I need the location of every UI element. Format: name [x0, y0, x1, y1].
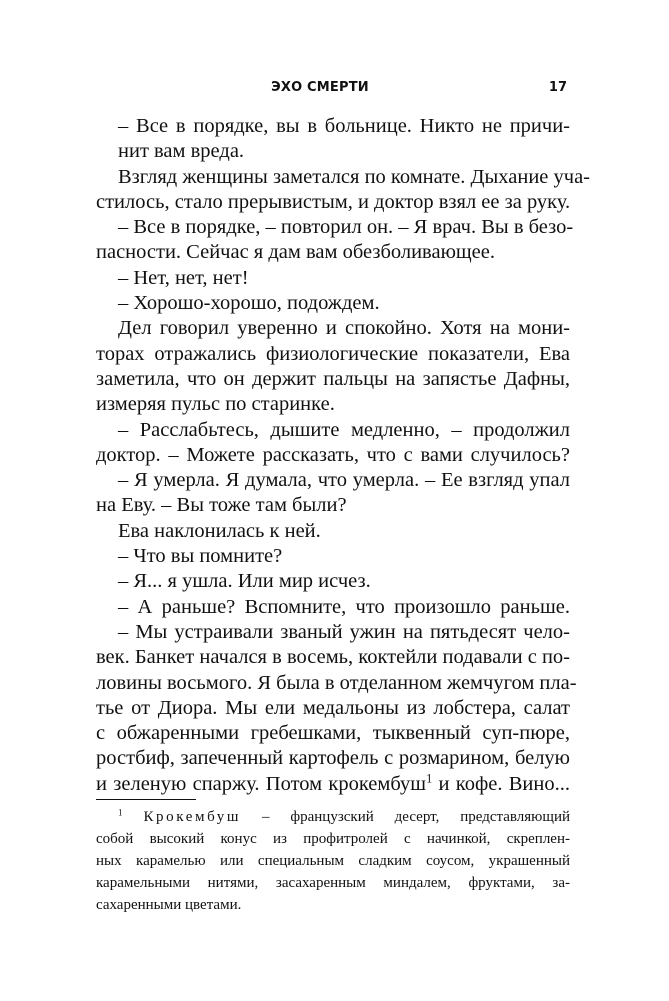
- text-line: – Нет, нет, нет!: [118, 266, 249, 289]
- text-line: с обжаренными гребешками, тыквенный суп-пюре,: [96, 722, 570, 745]
- text-line: – А раньше? Вспомните, что произошло раньше.: [118, 595, 570, 618]
- text-line: Ева наклонилась к ней.: [118, 519, 321, 542]
- text-line: – Расслабьтесь, дышите медленно, – продолжил: [118, 418, 570, 441]
- text-line: доктор. – Можете рассказать, что с вами случилось?: [96, 443, 570, 466]
- footnote-reference[interactable]: 1: [426, 771, 433, 786]
- text-line: – Что вы помните?: [118, 545, 283, 568]
- footnote-line: карамельными нитями, засахаренным миндалем, фруктами, за-: [96, 875, 570, 891]
- text-line: век. Банкет начался в восемь, коктейли подавали с по-: [96, 646, 570, 669]
- footnote-term: Крокембуш: [143, 809, 242, 825]
- text-line: – Я... я ушла. Или мир исчез.: [118, 570, 371, 593]
- text-line: ловины восьмого. Я была в отделанном жемчугом пла-: [96, 671, 577, 694]
- text-line: ростбиф, запеченный картофель с розмарином, белую: [96, 747, 570, 770]
- footnote-line: собой высокий конус из профитролей с начинкой, скреплен-: [96, 831, 570, 847]
- footnote-marker: 1: [118, 807, 123, 818]
- text-line: торах отражались физиологические показатели, Ева: [96, 342, 570, 365]
- footnote-text: – французский десерт, представляющий: [241, 809, 570, 825]
- running-title: ЭХО СМЕРТИ: [271, 80, 369, 95]
- footnote-line: сахаренными цветами.: [96, 897, 242, 913]
- text-fragment: и кофе. Вино...: [432, 772, 570, 795]
- text-line: – Все в порядке, – повторил он. – Я врач. Вы в безо-: [118, 216, 574, 239]
- footnote-line: ных карамелью или специальным сладким соусом, украшенный: [96, 853, 570, 869]
- page-number: 17: [548, 80, 567, 95]
- text-line: пасности. Сейчас я дам вам обезболивающее.: [96, 241, 495, 264]
- text-line: стилось, стало прерывистым, и доктор взял ее за руку.: [96, 190, 571, 213]
- footnote-divider: [96, 799, 196, 800]
- footnote-line: [96, 806, 570, 828]
- text-line: – Все в порядке, вы в больнице. Никто не причи-: [118, 115, 570, 137]
- body-text: [96, 114, 591, 797]
- text-line: на Еву. – Вы тоже там были?: [96, 494, 347, 517]
- text-line: Дел говорил уверенно и спокойно. Хотя на мони-: [118, 317, 570, 340]
- text-line: измеряя пульс по старинке.: [96, 393, 335, 416]
- text-fragment: и зеленую спаржу. Потом крокембуш: [96, 772, 427, 795]
- text-line: – Хорошо-хорошо, подождем.: [118, 292, 380, 315]
- text-line: заметила, что он держит пальцы на запястье Дафны,: [96, 367, 570, 390]
- text-line: Взгляд женщины заметался по комнате. Дыхание уча-: [118, 165, 591, 188]
- text-line: – Мы устраивали званый ужин на пятьдесят чело-: [118, 620, 570, 643]
- text-line: – Я умерла. Я думала, что умерла. – Ее взгляд упал: [118, 469, 570, 492]
- text-line: [96, 772, 570, 797]
- text-line: тье от Диора. Мы ели медальоны из лобстера, салат: [96, 696, 570, 719]
- footnote: [96, 806, 570, 916]
- text-line: нит вам вреда.: [118, 140, 245, 163]
